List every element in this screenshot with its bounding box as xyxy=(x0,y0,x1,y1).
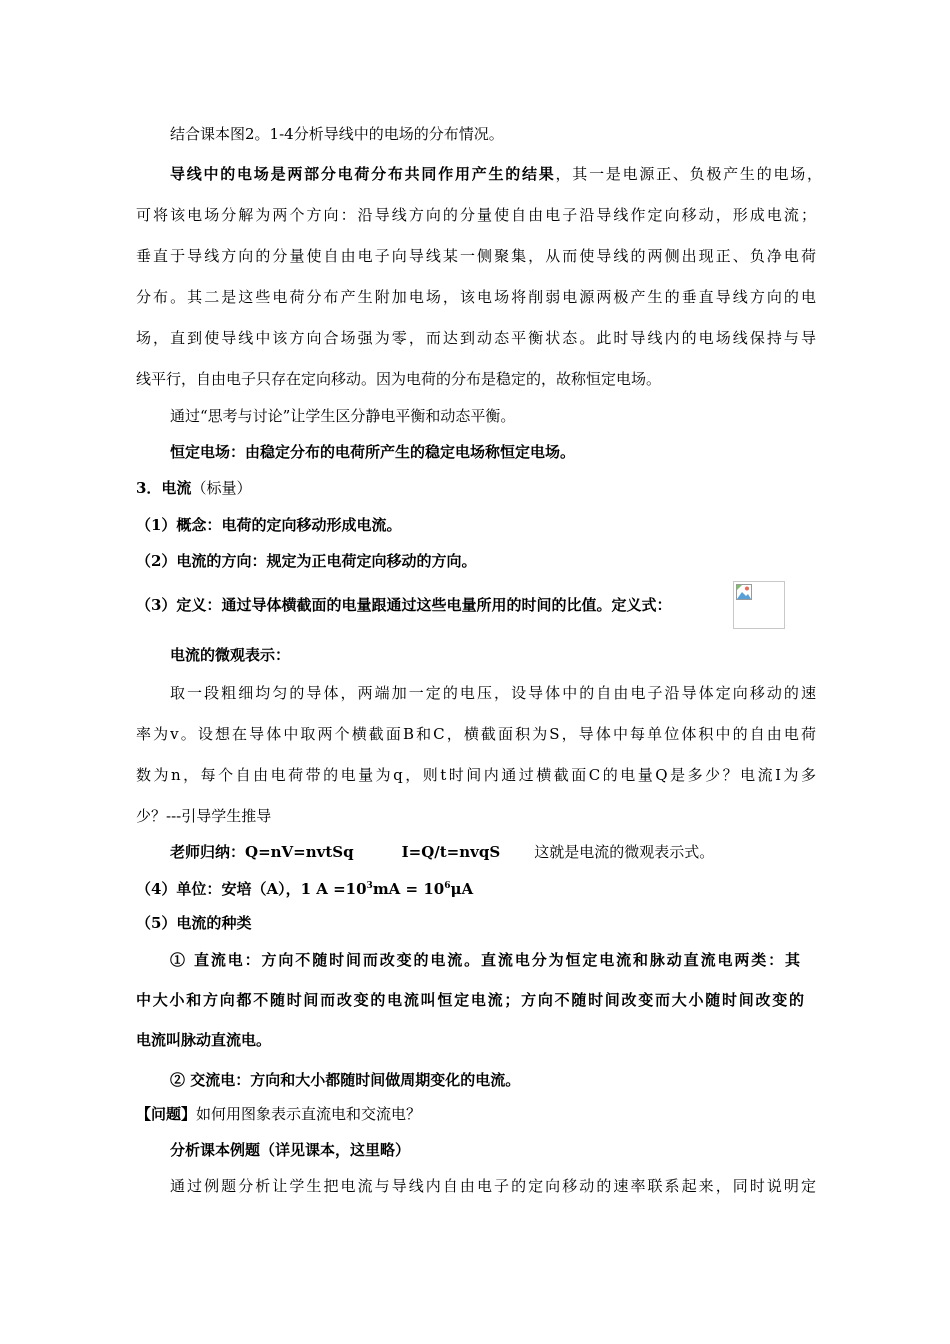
paragraph-intro: 结合课本图2。1-4分析导线中的电场的分布情况。 xyxy=(170,125,504,143)
bold-phrase: 导线中的电场是两部分电荷分布共同作用产生的结果 xyxy=(170,165,556,183)
paragraph-text: ，其一是电源正、负极产生的电场， xyxy=(555,165,822,183)
item-direction: （2）电流的方向：规定为正电荷定向移动的方向。 xyxy=(136,552,477,570)
paragraph-discussion: 通过“思考与讨论”让学生区分静电平衡和动态平衡。 xyxy=(170,407,516,425)
dc-line: 电流叫脉动直流电。 xyxy=(136,1031,272,1049)
constant-field-definition: 恒定电场：由稳定分布的电荷所产生的稳定电场称恒定电场。 xyxy=(170,443,576,461)
item-definition: （3）定义：通过导体横截面的电量跟通过这些电量所用的时间的比值。定义式： xyxy=(136,596,672,614)
question-line xyxy=(136,1104,421,1124)
summary-note: 这就是电流的微观表示式。 xyxy=(534,843,715,861)
unit-text: μA xyxy=(450,880,474,898)
unit-text: （4）单位：安培（A），1 A =10 xyxy=(136,880,367,898)
paragraph-line: 场，直到使导线中该方向合场强为零，而达到动态平衡状态。此时导线内的电场线保持与导 xyxy=(136,329,816,347)
question-text: 如何用图象表示直流电和交流电？ xyxy=(196,1105,422,1123)
example-heading: 分析课本例题（详见课本，这里略） xyxy=(170,1141,411,1159)
example-text: 通过例题分析让学生把电流与导线内自由电子的定向移动的速率联系起来，同时说明定 xyxy=(170,1177,816,1195)
micro-line: 少？---引导学生推导 xyxy=(136,807,272,825)
micro-line: 率为v。设想在导体中取两个横截面B和C，横截面积为S，导体中每单位体积中的自由电荷 xyxy=(136,725,816,743)
ac-line: ② 交流电：方向和大小都随时间做周期变化的电流。 xyxy=(170,1071,521,1089)
item-unit xyxy=(136,879,473,899)
paragraph-line: 垂直于导线方向的分量使自由电子向导线某一侧聚集，从而使导线的两侧出现正、负净电荷 xyxy=(136,247,816,265)
unit-text: mA = 10 xyxy=(372,880,445,898)
micro-heading: 电流的微观表示： xyxy=(170,646,291,664)
broken-image-icon xyxy=(736,584,752,600)
summary-formula-current: I=Q/t=nvqS xyxy=(401,843,501,861)
dc-line: 中大小和方向都不随时间而改变的电流叫恒定电流；方向不随时间改变而大小随时间改变的 xyxy=(136,991,804,1009)
question-label: 【问题】 xyxy=(136,1105,197,1123)
section-note: （标量） xyxy=(191,479,252,497)
summary-formula-charge: 老师归纳：Q=nV=nvtSq xyxy=(170,843,354,861)
formula-image xyxy=(733,581,785,629)
unit-exponent: 6 xyxy=(444,881,451,891)
item-concept: （1）概念：电荷的定向移动形成电流。 xyxy=(136,516,402,534)
section-heading-current xyxy=(136,478,251,498)
paragraph-line: 分布。其二是这些电荷分布产生附加电场，该电场将削弱电源两极产生的垂直导线方向的电 xyxy=(136,288,816,306)
paragraph-line: 可将该电场分解为两个方向：沿导线方向的分量使自由电子沿导线作定向移动，形成电流； xyxy=(136,206,816,224)
teacher-summary xyxy=(170,842,714,862)
paragraph-line: 线平行，自由电子只存在定向移动。因为电荷的分布是稳定的，故称恒定电场。 xyxy=(136,370,662,388)
unit-exponent: 3 xyxy=(366,881,373,891)
micro-line: 数为n，每个自由电荷带的电量为q，则t时间内通过横截面C的电量Q是多少？电流I为多 xyxy=(136,766,816,784)
micro-line: 取一段粗细均匀的导体，两端加一定的电压，设导体中的自由电子沿导体定向移动的速 xyxy=(170,684,816,702)
item-types: （5）电流的种类 xyxy=(136,914,252,932)
dc-line: ① 直流电：方向不随时间而改变的电流。直流电分为恒定电流和脉动直流电两类：其 xyxy=(170,951,800,969)
paragraph-field-origin xyxy=(170,164,822,184)
section-number-title: 3．电流 xyxy=(136,479,192,497)
